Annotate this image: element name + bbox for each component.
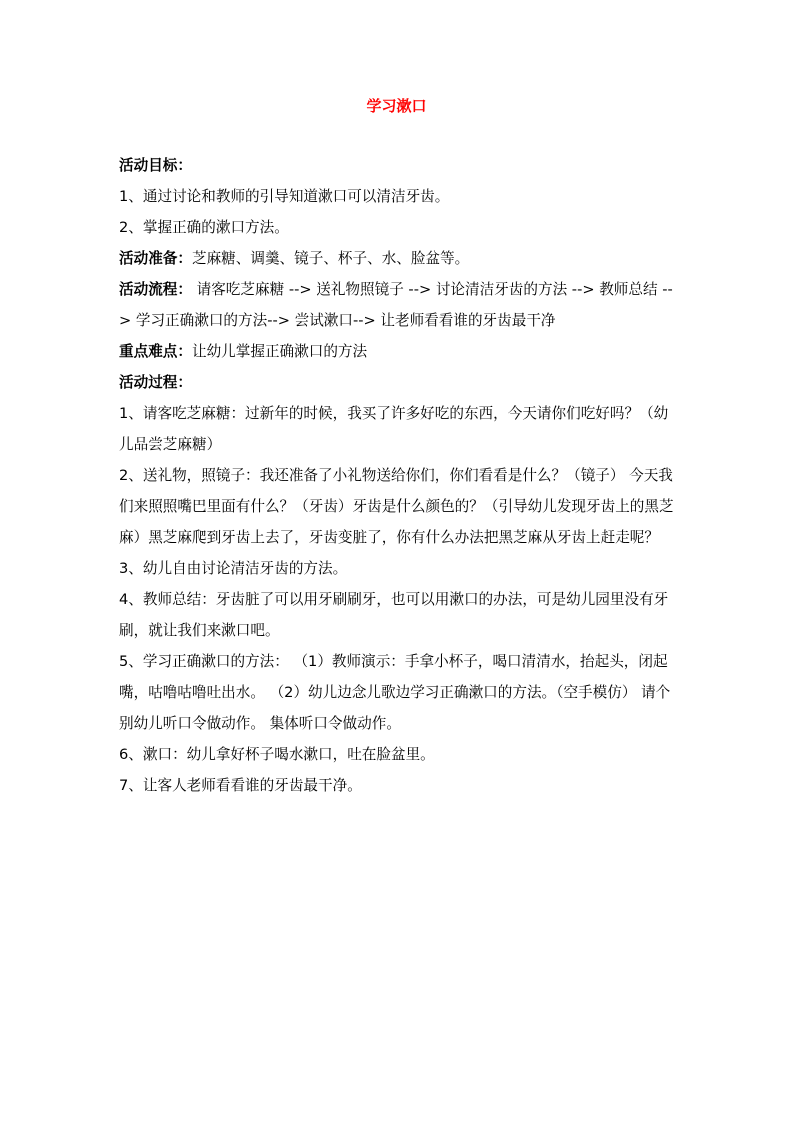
key-points-paragraph	[119, 336, 675, 367]
goal-item-2: 2、掌握正确的漱口方法。	[119, 219, 289, 236]
document-body	[119, 150, 675, 801]
key-points-text: 让幼儿掌握正确漱口的方法	[191, 343, 368, 360]
document-title: 学习漱口	[366, 97, 427, 115]
preparation-paragraph	[119, 243, 675, 274]
preparation-text: 芝麻糖、调羹、镜子、杯子、水、脸盆等。	[191, 250, 470, 267]
process-step-6: 6、漱口：幼儿拿好杯子喝水漱口，吐在脸盆里。	[119, 746, 435, 763]
flow-text: 请客吃芝麻糖 --> 送礼物照镜子 --> 讨论清洁牙齿的方法 --> 教师总结 --> 学习正确漱口的方法--> 尝试漱口--> 让老师看看谁的牙齿最干净	[119, 281, 673, 329]
process-step-3: 3、幼儿自由讨论清洁牙齿的方法。	[119, 560, 348, 577]
process-step-1: 1、请客吃芝麻糖：过新年的时候，我买了许多好吃的东西，今天请你们吃好吗？（幼儿品尝芝麻糖）	[119, 405, 669, 453]
process-step-7: 7、让客人老师看看谁的牙齿最干净。	[119, 777, 362, 794]
process-step-2: 2、送礼物，照镜子：我还准备了小礼物送给你们，你们看看是什么？（镜子） 今天我们来照照嘴巴里面有什么？（牙齿）牙齿是什么颜色的？（引导幼儿发现牙齿上的黑芝麻）黑芝麻爬到牙齿上去了，牙齿变脏了，你有什么办法把黑芝麻从牙齿上赶走呢？	[119, 467, 674, 546]
key-points-label: 重点难点：	[119, 343, 192, 360]
goal-item-1: 1、通过讨论和教师的引导知道漱口可以清洁牙齿。	[119, 188, 450, 205]
process-step-5: 5、学习正确漱口的方法： （1）教师演示：手拿小杯子，喝口清清水，抬起头，闭起嘴，咕噜咕噜吐出水。 （2）幼儿边念儿歌边学习正确漱口的方法。（空手模仿） 请个别幼儿听口令做动作。 集体听口令做动作。	[119, 653, 671, 732]
process-heading: 活动过程：	[119, 374, 192, 391]
process-step-4: 4、教师总结：牙齿脏了可以用牙刷刷牙，也可以用漱口的办法，可是幼儿园里没有牙刷，就让我们来漱口吧。	[119, 591, 669, 639]
goal-heading: 活动目标：	[119, 157, 192, 174]
flow-paragraph	[119, 274, 675, 336]
flow-label: 活动流程：	[119, 281, 192, 298]
preparation-label: 活动准备：	[119, 250, 192, 267]
